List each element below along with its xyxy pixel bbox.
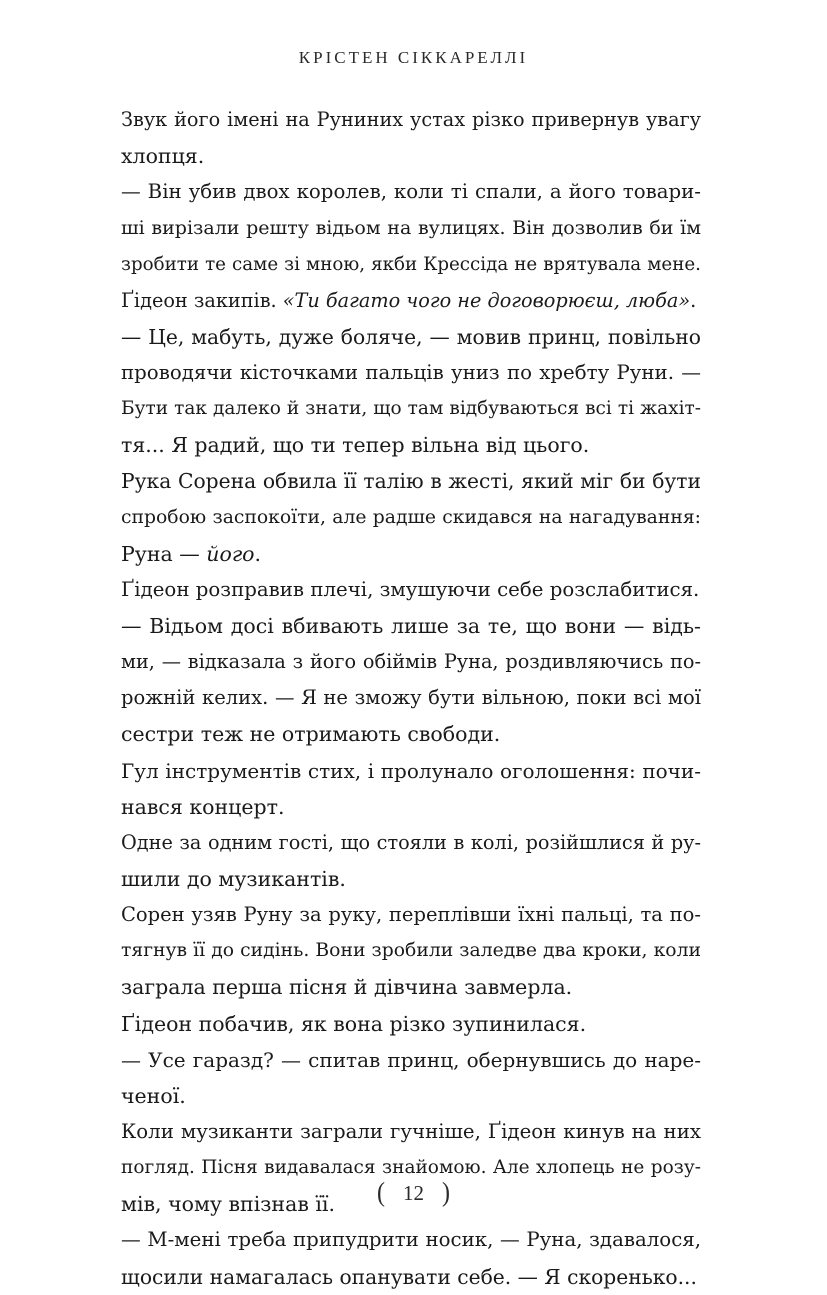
close-parenthesis: ) [442, 1177, 450, 1208]
text-line [121, 283, 701, 319]
italic-emphasis: його [206, 541, 255, 566]
text-line: ми, — відказала з його обіймів Руна, роздивляючись по- [121, 650, 701, 674]
text-line: рожній келих. — Я не зможу бути вільною, поки всі мої [121, 686, 701, 710]
text-line: — Це, мабуть, дуже боляче, — мовив принц, повільно [121, 324, 701, 349]
text-line: Ґідеон побачив, як вона різко зупинилася. [121, 1011, 587, 1036]
body-text [121, 102, 701, 1295]
running-header: КРІСТЕН СІККАРЕЛЛІ [298, 48, 529, 67]
text-line: — М-мені треба припудрити носик, — Руна, здавалося, [121, 1228, 701, 1252]
text-line: тягнув її до сидінь. Вони зробили заледве два кроки, коли [121, 940, 701, 962]
text-line: Сорен узяв Руну за руку, переплівши їхні пальці, та по- [121, 903, 701, 927]
text-line: — Він убив двох королев, коли ті спали, а його товари- [121, 180, 701, 204]
text-line: заграла перша пісня й дівчина завмерла. [121, 975, 573, 1000]
page-number-footer [0, 1177, 827, 1208]
text-line: Коли музиканти заграли гучніше, Ґідеон кинув на них [121, 1119, 701, 1143]
text-line: сестри теж не отримають свободи. [121, 722, 501, 747]
text-line: щосили намагалась опанувати себе. — Я скоренько... [121, 1264, 697, 1289]
text-line: нався концерт. [121, 794, 285, 819]
text-line: Бути так далеко й знати, що там відбуваються всі ті жахіт- [121, 398, 701, 420]
text-line: спробою заспокоїти, але радше скидався на нагадування: [121, 506, 701, 528]
text-line: — Відьом досі вбивають лише за те, що вони — відь- [121, 613, 701, 638]
text-line: ченої. [121, 1083, 186, 1108]
text-line: тя... Я радий, що ти тепер вільна від цього. [121, 433, 590, 458]
text-segment: Ґідеон закипів. [121, 288, 283, 312]
page-number: 12 [403, 1181, 424, 1205]
text-line: шили до музикантів. [121, 866, 346, 891]
text-line: проводячи кісточками пальців униз по хребту Руни. — [121, 360, 701, 384]
text-line: Звук його імені на Руниних устах різко привернув увагу [121, 108, 701, 131]
italic-thought: «Ти багато чого не договорюєш, люба» [282, 288, 691, 312]
text-segment: . [254, 541, 262, 566]
text-line: ші вирізали решту відьом на вулицях. Він дозволив би їм [121, 217, 701, 240]
text-line: Гул інструментів стих, і пролунало оголошення: почи- [121, 758, 701, 783]
text-line: мів, чому впізнав її. [121, 1192, 336, 1217]
text-line: Рука Сорена обвила її талію в жесті, який міг би бути [121, 469, 701, 494]
text-line: Одне за одним гості, що стояли в колі, розійшлися й ру- [121, 830, 701, 854]
text-line: погляд. Пісня видавалася знайомою. Але хлопець не розу- [121, 1157, 701, 1179]
open-parenthesis: ( [377, 1177, 385, 1208]
text-line: хлопця. [121, 144, 205, 169]
text-line [121, 536, 701, 572]
text-line: Ґідеон розправив плечі, змушуючи себе розслабитися. [121, 577, 700, 601]
text-segment: . [690, 288, 697, 312]
text-line: зробити те саме зі мною, якби Крессіда не врятувала мене. [121, 253, 701, 275]
text-line: — Усе гаразд? — спитав принц, обернувшись до наре- [121, 1047, 701, 1072]
text-segment: Руна — [121, 541, 207, 566]
